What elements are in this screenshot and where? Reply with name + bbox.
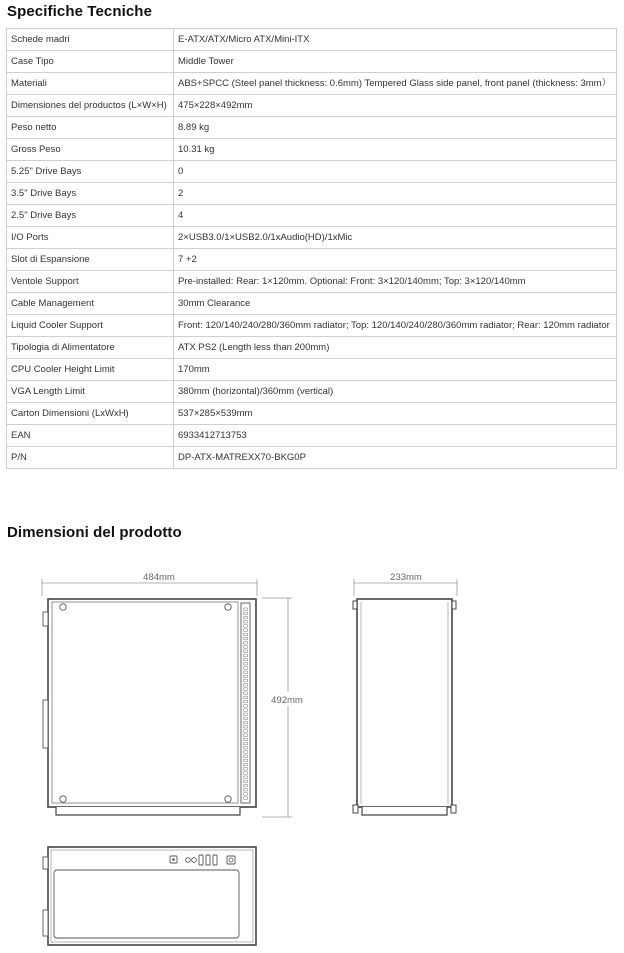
spec-value: 2×USB3.0/1×USB2.0/1xAudio(HD)/1xMic	[174, 227, 617, 249]
front-view-drawing	[353, 572, 457, 815]
spec-key: Liquid Cooler Support	[7, 315, 174, 337]
spec-value: 537×285×539mm	[174, 403, 617, 425]
spec-value: 475×228×492mm	[174, 95, 617, 117]
spec-value: ABS+SPCC (Steel panel thickness: 0.6mm) Tempered Glass side panel, front panel (thickness: 3mm）	[174, 73, 617, 95]
spec-key: Gross Peso	[7, 139, 174, 161]
spec-key: Materiali	[7, 73, 174, 95]
spec-key: Case Tipo	[7, 51, 174, 73]
spec-key: 3.5" Drive Bays	[7, 183, 174, 205]
spec-value: 2	[174, 183, 617, 205]
spec-value: Pre-installed: Rear: 1×120mm. Optional: Front: 3×120/140mm; Top: 3×120/140mm	[174, 271, 617, 293]
height-dimension-label: 492mm	[271, 695, 303, 706]
depth-dimension-label: 233mm	[390, 572, 422, 583]
spec-key: Schede madri	[7, 29, 174, 51]
spec-value: Front: 120/140/240/280/360mm radiator; Top: 120/140/240/280/360mm radiator; Rear: 120mm radiator	[174, 315, 617, 337]
spec-key: P/N	[7, 447, 174, 469]
spec-key: 2.5" Drive Bays	[7, 205, 174, 227]
spec-key: Carton Dimensioni (LxWxH)	[7, 403, 174, 425]
spec-value: 10.31 kg	[174, 139, 617, 161]
spec-key: EAN	[7, 425, 174, 447]
spec-value: Middle Tower	[174, 51, 617, 73]
spec-value: 6933412713753	[174, 425, 617, 447]
spec-value: 8.89 kg	[174, 117, 617, 139]
spec-value: ATX PS2 (Length less than 200mm)	[174, 337, 617, 359]
spec-value: 380mm (horizontal)/360mm (vertical)	[174, 381, 617, 403]
spec-key: Cable Management	[7, 293, 174, 315]
spec-title: Specifiche Tecniche	[7, 3, 153, 20]
spec-key: Dimensiones del productos (L×W×H)	[7, 95, 174, 117]
spec-key: Tipologia di Alimentatore	[7, 337, 174, 359]
top-view-drawing	[43, 847, 256, 945]
spec-value: 4	[174, 205, 617, 227]
spec-value: 0	[174, 161, 617, 183]
side-view-drawing	[42, 572, 306, 817]
spec-key: VGA Length Limit	[7, 381, 174, 403]
spec-key: Slot di Espansione	[7, 249, 174, 271]
spec-key: I/O Ports	[7, 227, 174, 249]
width-dimension-label: 484mm	[143, 572, 175, 583]
spec-key: CPU Cooler Height Limit	[7, 359, 174, 381]
spec-key: Ventole Support	[7, 271, 174, 293]
spec-value: 30mm Clearance	[174, 293, 617, 315]
spec-value: E-ATX/ATX/Micro ATX/Mini-ITX	[174, 29, 617, 51]
spec-key: Peso netto	[7, 117, 174, 139]
dimensions-title: Dimensioni del prodotto	[7, 524, 182, 541]
spec-key: 5.25" Drive Bays	[7, 161, 174, 183]
spec-value: 7 +2	[174, 249, 617, 271]
spec-value: DP-ATX-MATREXX70-BKG0P	[174, 447, 617, 469]
spec-value: 170mm	[174, 359, 617, 381]
